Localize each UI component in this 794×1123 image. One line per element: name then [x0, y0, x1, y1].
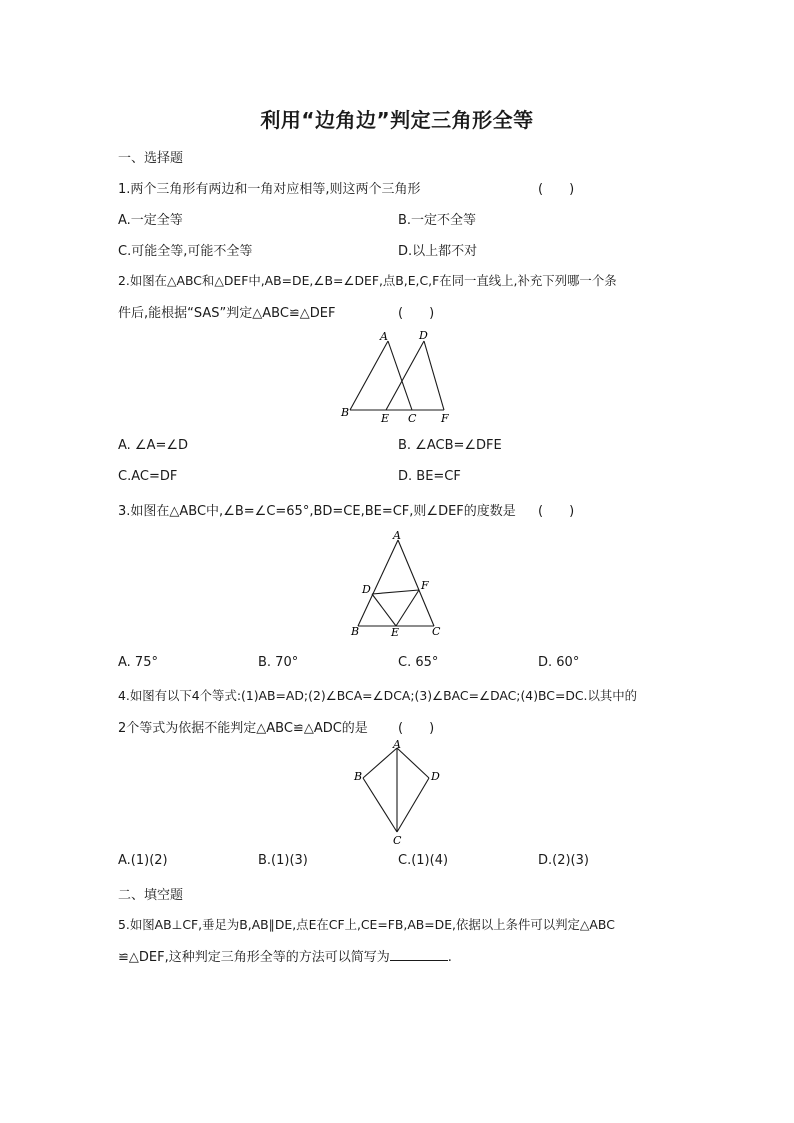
fig2-segment-df [424, 341, 444, 410]
fig4-segment-bc [363, 778, 397, 832]
question-5-text-line1: 5.如图AB⊥CF,垂足为B,AB∥DE,点E在CF上,CE=FB,AB=DE,依据以上条件可以判定△ABC [118, 917, 615, 932]
question-1-answer-paren: ( ) [538, 182, 575, 197]
question-5-text-line2-wrap [118, 946, 452, 965]
question-2-option-d: D. BE=CF [398, 469, 461, 484]
question-4-figure [345, 738, 445, 848]
question-3-answer-paren: ( ) [538, 504, 575, 519]
question-1-option-d: D.以上都不对 [398, 244, 478, 259]
question-2-option-c: C.AC=DF [118, 469, 178, 484]
question-1-text: 1.两个三角形有两边和一角对应相等,则这两个三角形 [118, 182, 421, 197]
question-1-option-c: C.可能全等,可能不全等 [118, 244, 253, 259]
question-3-option-c: C. 65° [398, 655, 439, 670]
section-heading-choice: 一、选择题 [118, 151, 184, 166]
question-4-answer-paren: ( ) [398, 721, 435, 736]
question-4-option-b: B.(1)(3) [258, 853, 308, 868]
fig3-label-c: C [432, 625, 441, 638]
question-3-option-b: B. 70° [258, 655, 299, 670]
fig3-segment-df [372, 590, 419, 594]
fig2-label-c: C [408, 412, 417, 425]
question-2-answer-paren: ( ) [398, 306, 435, 321]
fig4-segment-dc [397, 778, 429, 832]
fig4-segment-ad [397, 748, 429, 778]
question-5-text-line2: ≌△DEF,这种判定三角形全等的方法可以简写为 [118, 950, 390, 965]
question-5-answer-blank[interactable] [390, 948, 448, 961]
question-3-option-a: A. 75° [118, 655, 158, 670]
question-2-option-b: B. ∠ACB=∠DFE [398, 438, 502, 453]
question-2-option-a: A. ∠A=∠D [118, 438, 189, 453]
question-4-option-a: A.(1)(2) [118, 853, 168, 868]
fig3-label-a: A [393, 529, 401, 542]
question-4-option-d: D.(2)(3) [538, 853, 589, 868]
fig3-label-d: D [362, 583, 371, 596]
fig3-label-b: B [351, 625, 360, 638]
question-2-figure [330, 326, 470, 430]
fig4-segment-ab [363, 748, 397, 778]
fig3-label-f: F [421, 579, 429, 592]
question-2-text-line2: 件后,能根据“SAS”判定△ABC≌△DEF [118, 306, 336, 321]
question-1-option-b: B.一定不全等 [398, 213, 477, 228]
question-4-text-line1: 4.如图有以下4个等式:(1)AB=AD;(2)∠BCA=∠DCA;(3)∠BAC=∠DAC;(4)BC=DC.以其中的 [118, 688, 638, 703]
page-title: 利用“边角边”判定三角形全等 [260, 108, 534, 132]
question-2-text-line1: 2.如图在△ABC和△DEF中,AB=DE,∠B=∠DEF,点B,E,C,F在同一直线上,补充下列哪一个条 [118, 273, 617, 288]
question-4-text-line2: 2个等式为依据不能判定△ABC≌△ADC的是 [118, 721, 368, 736]
fig4-label-d: D [431, 770, 440, 783]
question-5-end: . [447, 950, 452, 965]
fig2-label-b: B [341, 406, 350, 419]
question-4-option-c: C.(1)(4) [398, 853, 449, 868]
fig2-segment-ab [350, 341, 388, 410]
fig2-label-d: D [419, 329, 428, 342]
section-heading-fill: 二、填空题 [118, 888, 184, 903]
fig4-label-b: B [354, 770, 363, 783]
question-1-option-a: A.一定全等 [118, 213, 183, 228]
fig3-segment-fe [396, 590, 419, 626]
question-3-option-d: D. 60° [538, 655, 580, 670]
fig2-label-f: F [441, 412, 449, 425]
question-3-figure [342, 528, 452, 642]
fig4-label-c: C [393, 834, 402, 847]
fig3-label-e: E [391, 626, 400, 639]
fig2-label-e: E [381, 412, 390, 425]
question-3-text: 3.如图在△ABC中,∠B=∠C=65°,BD=CE,BE=CF,则∠DEF的度数是 [118, 504, 516, 519]
fig3-segment-de [372, 594, 396, 626]
fig2-label-a: A [380, 330, 388, 343]
fig4-label-a: A [393, 738, 401, 751]
